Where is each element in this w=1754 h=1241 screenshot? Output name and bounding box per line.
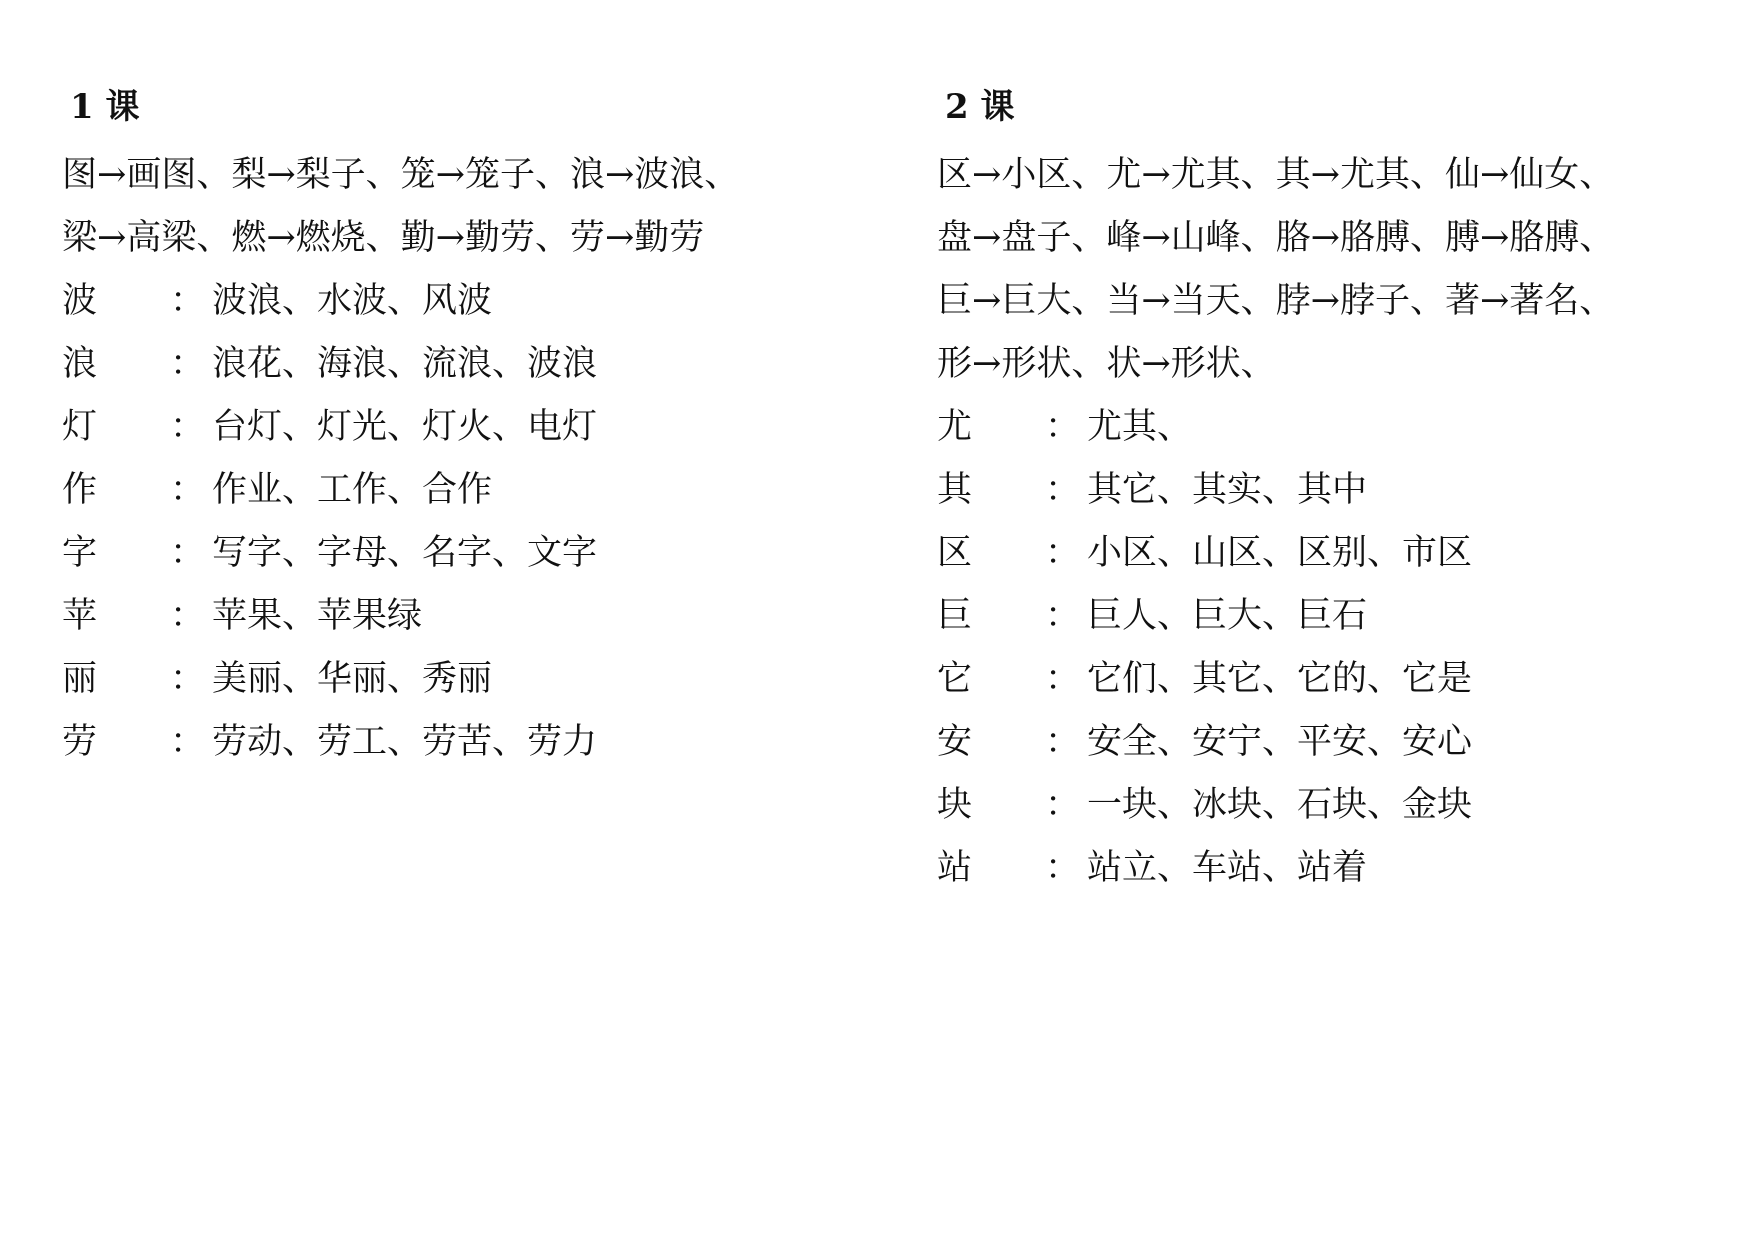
word-list: 波浪、水波、风波	[212, 281, 493, 321]
lesson-1-word-row	[62, 333, 862, 396]
word-char: 浪	[62, 344, 98, 384]
lesson-2-word-row	[937, 711, 1737, 774]
lesson-1-word-row	[62, 396, 862, 459]
lesson-1-word-row	[62, 459, 862, 522]
word-char: 作	[62, 470, 98, 510]
lesson-2-title: 2 课	[945, 87, 1015, 127]
word-colon: ：	[1045, 407, 1081, 447]
lesson-2-pairs-line: 区→小区、尤→尤其、其→尤其、仙→仙女、	[937, 155, 1615, 195]
word-list: 安全、安宁、平安、安心	[1087, 722, 1473, 762]
word-char: 尤	[937, 407, 973, 447]
word-list: 它们、其它、它的、它是	[1087, 659, 1473, 699]
word-list: 浪花、海浪、流浪、波浪	[212, 344, 598, 384]
lesson-1-word-row	[62, 648, 862, 711]
word-colon: ：	[170, 659, 206, 699]
word-colon: ：	[170, 596, 206, 636]
lesson-2-pairs-line: 形→形状、状→形状、	[937, 344, 1276, 384]
word-colon: ：	[1045, 848, 1081, 888]
word-char: 劳	[62, 722, 98, 762]
lesson-2-pairs-line: 巨→巨大、当→当天、脖→脖子、著→著名、	[937, 281, 1615, 321]
lesson-1-pairs-line: 梁→高梁、燃→燃烧、勤→勤劳、劳→勤劳	[62, 218, 705, 258]
word-char: 其	[937, 470, 973, 510]
word-list: 其它、其实、其中	[1087, 470, 1368, 510]
word-char: 字	[62, 533, 98, 573]
lesson-1-word-row	[62, 270, 862, 333]
word-char: 块	[937, 785, 973, 825]
lesson-2-word-row	[937, 837, 1737, 900]
word-char: 安	[937, 722, 973, 762]
word-colon: ：	[1045, 785, 1081, 825]
word-char: 苹	[62, 596, 98, 636]
word-list: 写字、字母、名字、文字	[212, 533, 598, 573]
word-list: 劳动、劳工、劳苦、劳力	[212, 722, 598, 762]
word-char: 站	[937, 848, 973, 888]
word-colon: ：	[170, 722, 206, 762]
lesson-1-word-row	[62, 585, 862, 648]
lesson-2-word-row	[937, 459, 1737, 522]
word-colon: ：	[170, 470, 206, 510]
word-list: 尤其、	[1087, 407, 1193, 447]
lesson-1-title: 1 课	[70, 87, 140, 127]
lesson-1-column	[62, 82, 862, 774]
word-char: 丽	[62, 659, 98, 699]
word-char: 灯	[62, 407, 98, 447]
lesson-2-pairs-line: 盘→盘子、峰→山峰、胳→胳膊、膊→胳膊、	[937, 218, 1615, 258]
word-colon: ：	[1045, 722, 1081, 762]
lesson-2-word-row	[937, 648, 1737, 711]
word-char: 它	[937, 659, 973, 699]
lesson-2-word-row	[937, 774, 1737, 837]
word-list: 美丽、华丽、秀丽	[212, 659, 493, 699]
lesson-2-word-row	[937, 522, 1737, 585]
lesson-2-word-row	[937, 396, 1737, 459]
word-char: 波	[62, 281, 98, 321]
word-colon: ：	[1045, 533, 1081, 573]
word-list: 作业、工作、合作	[212, 470, 493, 510]
word-list: 台灯、灯光、灯火、电灯	[212, 407, 598, 447]
word-list: 一块、冰块、石块、金块	[1087, 785, 1473, 825]
word-char: 区	[937, 533, 973, 573]
word-list: 小区、山区、区别、市区	[1087, 533, 1473, 573]
word-colon: ：	[170, 344, 206, 384]
lesson-1-word-row	[62, 522, 862, 585]
word-char: 巨	[937, 596, 973, 636]
lesson-2-column	[937, 82, 1737, 900]
word-list: 巨人、巨大、巨石	[1087, 596, 1368, 636]
word-colon: ：	[1045, 596, 1081, 636]
lesson-2-word-row	[937, 585, 1737, 648]
word-colon: ：	[170, 533, 206, 573]
lesson-1-pairs-line: 图→画图、梨→梨子、笼→笼子、浪→波浪、	[62, 155, 740, 195]
lesson-1-word-row	[62, 711, 862, 774]
word-colon: ：	[1045, 659, 1081, 699]
word-colon: ：	[170, 407, 206, 447]
word-colon: ：	[1045, 470, 1081, 510]
word-list: 站立、车站、站着	[1087, 848, 1368, 888]
word-colon: ：	[170, 281, 206, 321]
word-list: 苹果、苹果绿	[212, 596, 423, 636]
